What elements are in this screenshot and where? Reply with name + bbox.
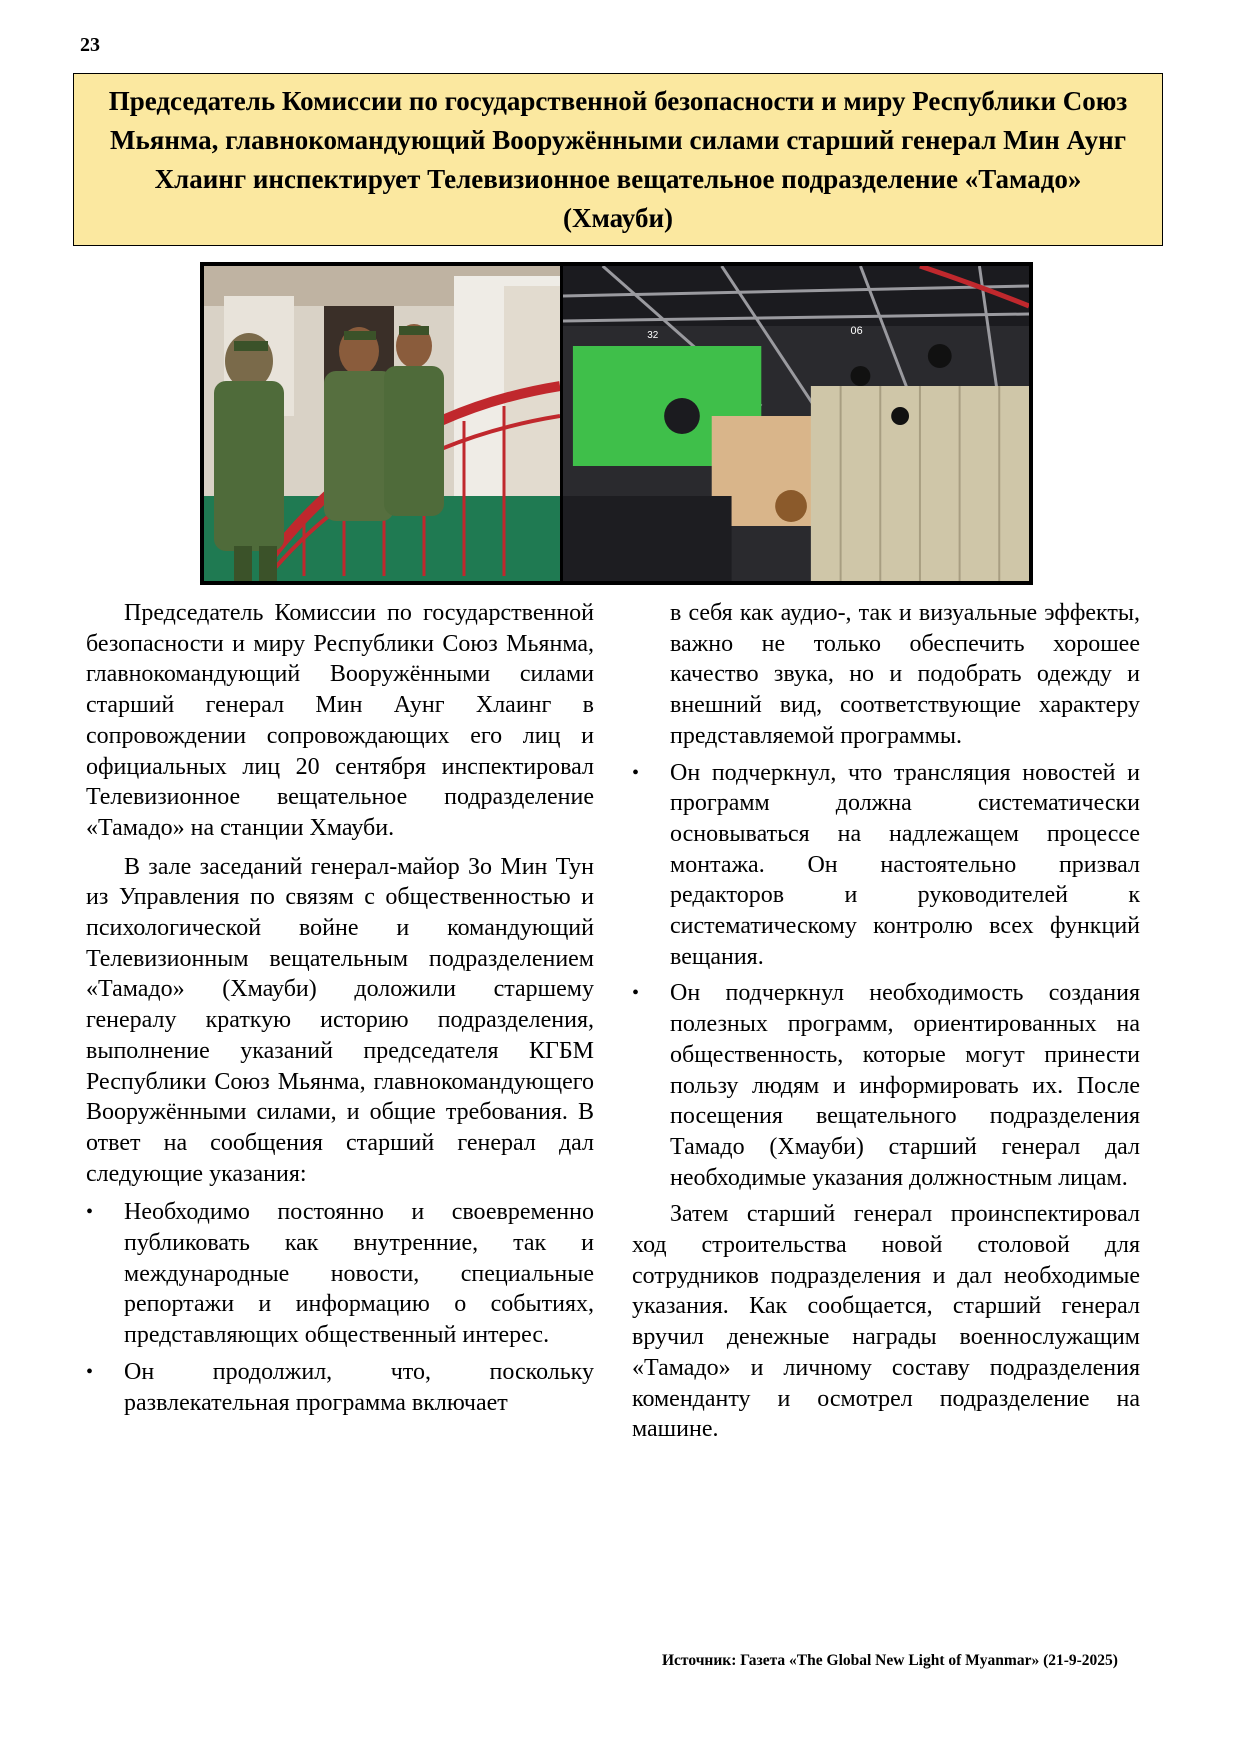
- source-citation: Источник: Газета «The Global New Light of Myanmar» (21-9-2025): [662, 1652, 1118, 1669]
- list-item: [632, 978, 1140, 1193]
- photo-frame: [200, 262, 1033, 585]
- paragraph-intro: Председатель Комиссии по государственной безопасности и миру Республики Союз Мьянма, главнокомандующий Вооружёнными силами старший генерал Мин Аунг Хлаинг в сопровождении сопровождающих его лиц и официальных лиц 20 сентября инспектировал Телевизионное вещательное подразделение «Тамадо» на станции Хмауби.: [86, 600, 594, 841]
- title-box: [73, 73, 1163, 246]
- studio-label-32: 32: [647, 329, 659, 342]
- list-item-text: Он продолжил, что, поскольку развлекательная программа включает: [124, 1358, 594, 1416]
- article-title: Председатель Комиссии по государственной безопасности и миру Республики Союз Мьянма, главнокомандующий Вооружёнными силами старший генерал Мин Аунг Хлаинг инспектирует Телевизионное вещательное подразделение «Тамадо» (Хмауби): [108, 85, 1128, 233]
- list-item: [632, 758, 1140, 973]
- list-item-text: Он подчеркнул необходимость создания полезных программ, ориентированных на общественность, которые могут принести пользу людям и информировать их. После посещения вещательного подразделения Тамадо (Хмауби) старший генерал дал необходимые указания должностным лицам.: [670, 980, 1140, 1191]
- paragraph-final: Затем старший генерал проинспектировал ход строительства новой столовой для сотрудников подразделения и дал необходимые указания. Как сообщается, старший генерал вручил денежные награды военнослужащим «Тамадо» и личному составу подразделения коменданту и осмотрел подразделение на машине.: [632, 1201, 1140, 1443]
- bullet-icon: •: [86, 1360, 94, 1383]
- bullet-icon: •: [86, 1201, 94, 1224]
- page-number: 23: [80, 34, 100, 56]
- list-item: [86, 1357, 594, 1418]
- list-item-text: в себя как аудио-, так и визуальные эффекты, важно не только обеспечить хорошее качество звука, но и подобрать одежду и внешний вид, соответствующие характеру представляемой программы.: [670, 600, 1140, 749]
- list-item-text: Необходимо постоянно и своевременно публиковать как внутренние, так и международные новости, специальные репортажи и информацию о событиях, представляющих общественный интерес.: [124, 1199, 594, 1349]
- studio-label-06: 06: [850, 324, 863, 338]
- list-item: [632, 598, 1140, 752]
- photo-officers-on-staircase: [204, 266, 560, 581]
- instructions-list-continued: [632, 598, 1140, 1193]
- list-item-text: Он подчеркнул, что трансляция новостей и программ должна систематически основываться на надлежащем процессе монтажа. Он настоятельно призвал редакторов и руководителей к систематическому контролю всех функций вещания.: [670, 759, 1140, 970]
- photo-tv-studio: [563, 266, 1029, 581]
- left-column: [86, 598, 594, 1424]
- list-item: [86, 1197, 594, 1351]
- bullet-icon: •: [632, 761, 640, 784]
- instructions-list: [86, 1197, 594, 1418]
- paragraph-briefing: В зале заседаний генерал-майор Зо Мин Тун из Управления по связям с общественностью и психологической войне и командующий Телевизионным вещательным подразделением «Тамадо» (Хмауби) доложили старшему генералу краткую историю подразделения, выполнение указаний председателя КГБМ Республики Союз Мьянма, главнокомандующего Вооружёнными силами, и общие требования. В ответ на сообщения старший генерал дал следующие указания:: [86, 853, 594, 1187]
- bullet-icon: •: [632, 982, 640, 1005]
- right-column: [632, 598, 1140, 1453]
